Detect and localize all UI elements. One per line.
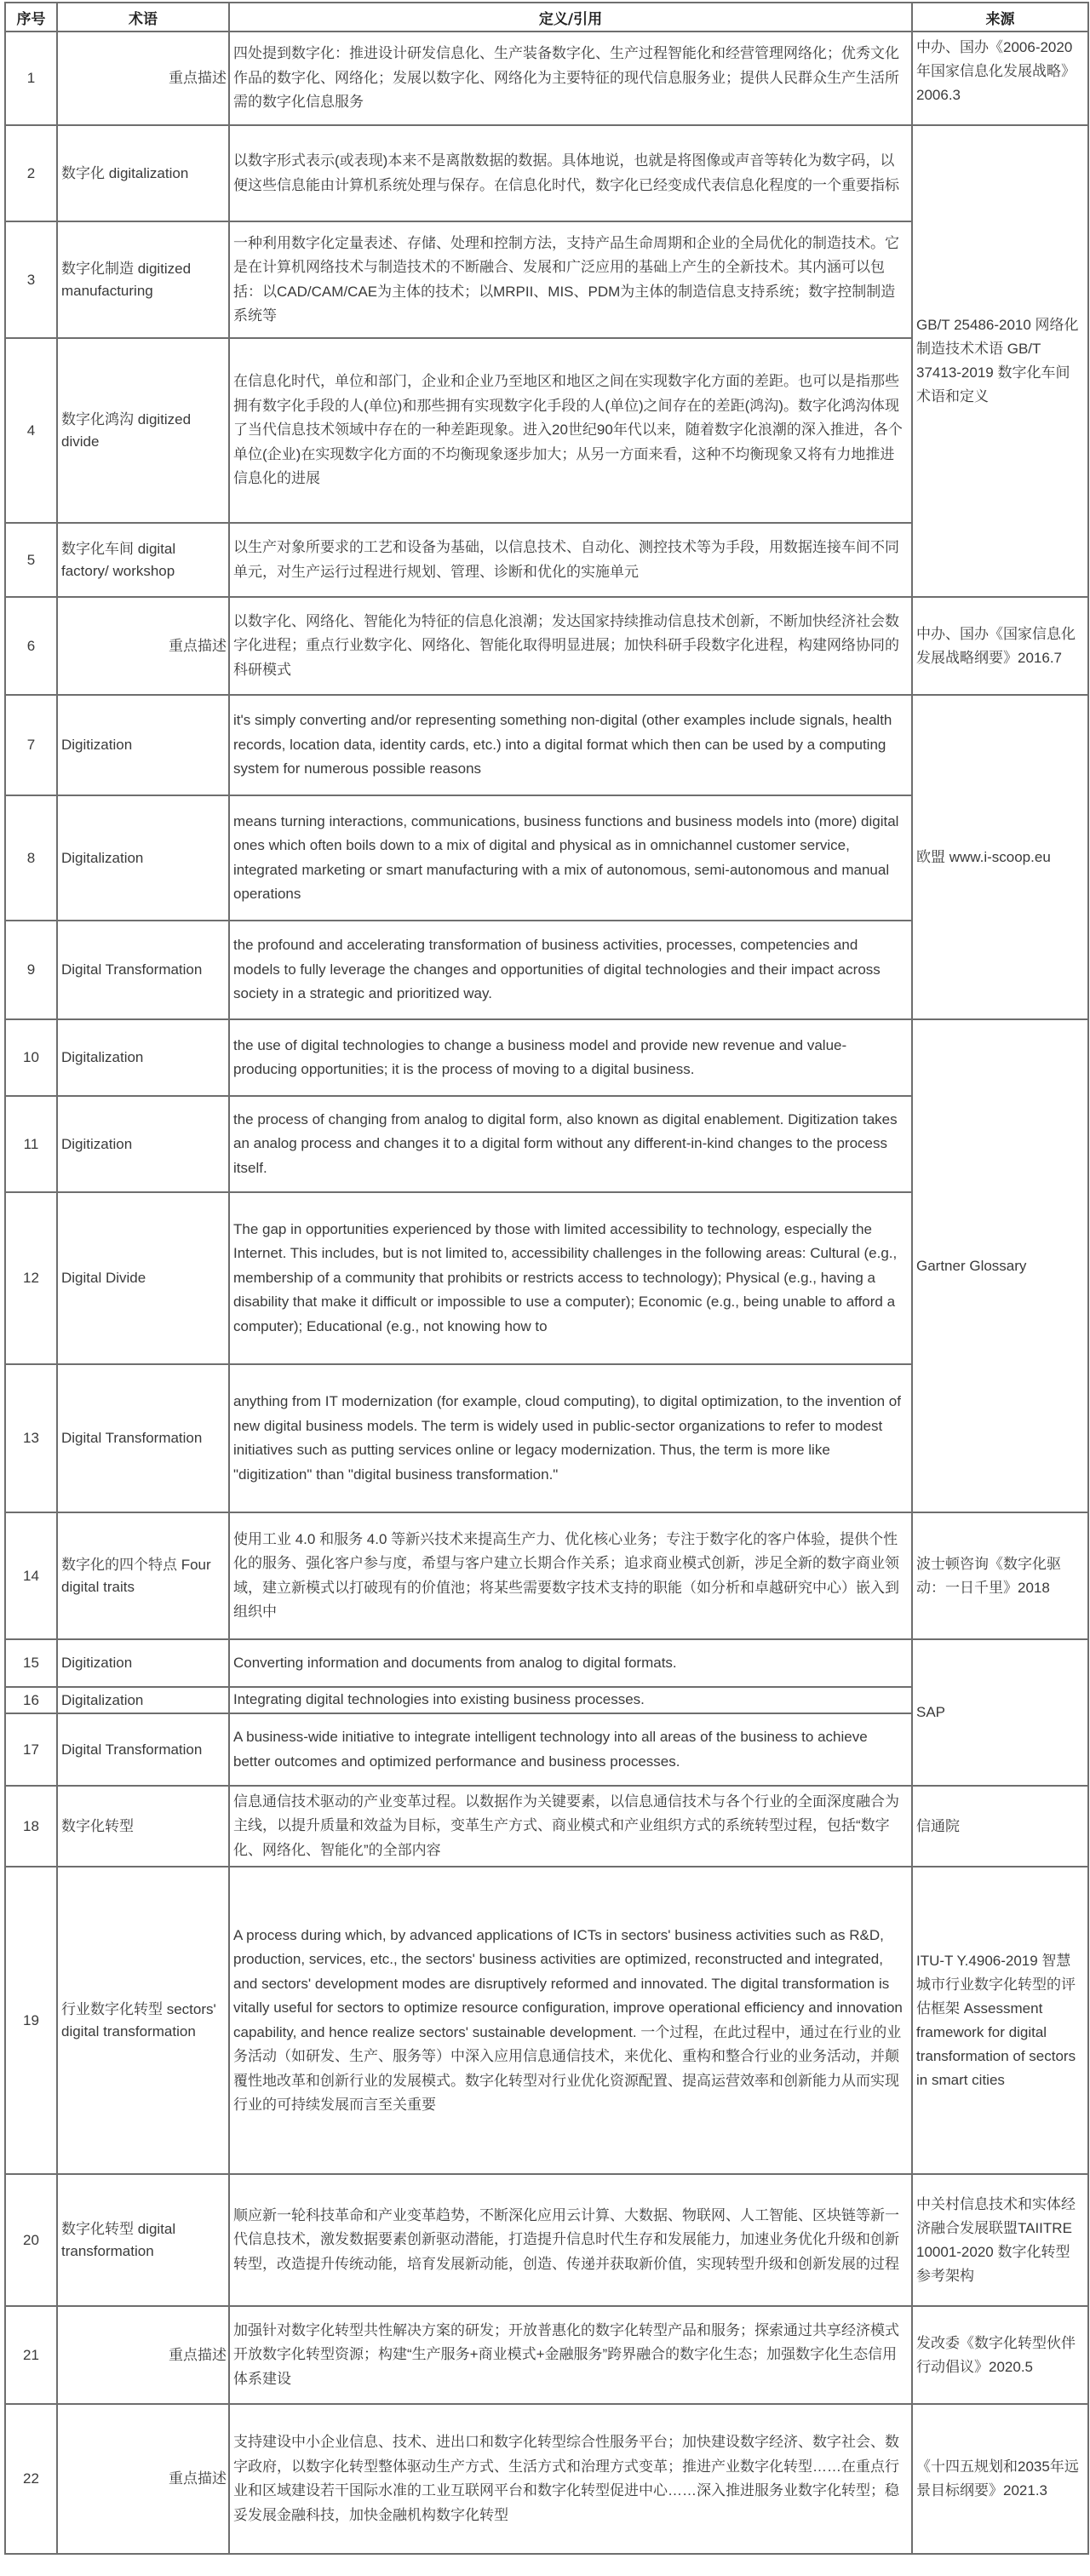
row-number: 19 — [5, 1867, 57, 2174]
row-definition: 以数字化、网络化、智能化为特征的信息化浪潮；发达国家持续推动信息技术创新，不断加快经济社会数字化进程；重点行业数字化、网络化、智能化取得明显进展；加快科研手段数字化进程，构建网络协同的科研模式 — [229, 597, 912, 695]
row-term: 数字化制造 digitized manufacturing — [57, 221, 229, 338]
row-term: Digital Transformation — [57, 921, 229, 1019]
row-definition: Integrating digital technologies into existing business processes. — [229, 1687, 912, 1713]
row-number: 11 — [5, 1096, 57, 1192]
row-term: Digitization — [57, 695, 229, 795]
row-term: Digitalization — [57, 1687, 229, 1713]
row-term: Digital Divide — [57, 1192, 229, 1364]
row-term: 行业数字化转型 sectors' digital transformation — [57, 1867, 229, 2174]
terminology-table — [4, 2, 1089, 2555]
row-number: 15 — [5, 1639, 57, 1687]
row-number: 7 — [5, 695, 57, 795]
row-definition: 一种利用数字化定量表述、存储、处理和控制方法，支持产品生命周期和企业的全局优化的制造技术。它是在计算机网络技术与制造技术的不断融合、发展和广泛应用的基础上产生的全新技术。其内涵可以包括：以CAD/CAM/CAE为主体的技术；以MRPII、MIS、PDM为主体的制造信息支持系统；数字控制制造系统等 — [229, 221, 912, 338]
row-term: 数字化的四个特点 Four digital traits — [57, 1512, 229, 1639]
row-term: 数字化 digitalization — [57, 125, 229, 221]
header-row — [5, 3, 1088, 32]
row-number: 18 — [5, 1786, 57, 1867]
row-source: 中办、国办《2006-2020年国家信息化发展战略》2006.3 — [912, 32, 1088, 125]
row-term: Digitalization — [57, 795, 229, 921]
row-term: Digitalization — [57, 1019, 229, 1096]
row-number: 6 — [5, 597, 57, 695]
row-definition: 在信息化时代，单位和部门，企业和企业乃至地区和地区之间在实现数字化方面的差距。也可以是指那些拥有数字化手段的人(单位)和那些拥有实现数字化手段的人(单位)之间存在的差距(鸿沟)。数字化鸿沟体现了当代信息技术领域中存在的一种差距现象。进入20世纪90年代以来，随着数字化浪潮的深入推进，各个单位(企业)在实现数字化方面的不均衡现象逐步加大；从另一方面来看，这种不均衡现象又将有力地推进信息化的进展 — [229, 338, 912, 523]
table-row — [5, 1512, 1088, 1639]
row-number: 13 — [5, 1364, 57, 1512]
table-row — [5, 32, 1088, 125]
row-source: SAP — [912, 1639, 1088, 1786]
row-term: 数字化鸿沟 digitized divide — [57, 338, 229, 523]
row-number: 20 — [5, 2174, 57, 2306]
table-row — [5, 2306, 1088, 2404]
row-definition: anything from IT modernization (for example, cloud computing), to digital optimization, to the invention of new digital business models. The term is widely used in public-sector organizations to refer to modest initiatives such as putting services online or legacy modernization. Thus, the term is more like "digitization" than "digital business transformation." — [229, 1364, 912, 1512]
row-source: Gartner Glossary — [912, 1019, 1088, 1512]
row-definition: the process of changing from analog to digital form, also known as digital enablement. Digitization takes an analog process and changes it to a digital form without any different-in-kind changes to the process itself. — [229, 1096, 912, 1192]
row-definition: the use of digital technologies to change a business model and provide new revenue and value-producing opportunities; it is the process of moving to a digital business. — [229, 1019, 912, 1096]
table-row — [5, 2174, 1088, 2306]
row-definition: A business-wide initiative to integrate intelligent technology into all areas of the business to achieve better outcomes and optimized performance and business processes. — [229, 1713, 912, 1786]
row-definition: 以生产对象所要求的工艺和设备为基础，以信息技术、自动化、测控技术等为手段，用数据连接车间不同单元，对生产运行过程进行规划、管理、诊断和优化的实施单元 — [229, 523, 912, 597]
row-term: 数字化转型 — [57, 1786, 229, 1867]
row-source: 中关村信息技术和实体经济融合发展联盟TAIITRE 10001-2020 数字化转型 参考架构 — [912, 2174, 1088, 2306]
row-term: 重点描述 — [57, 597, 229, 695]
row-term: 重点描述 — [57, 2404, 229, 2554]
row-definition: 使用工业 4.0 和服务 4.0 等新兴技术来提高生产力、优化核心业务；专注于数字化的客户体验，提供个性化的服务、强化客户参与度，希望与客户建立长期合作关系；追求商业模式创新，涉足全新的数字商业领域，建立新模式以打破现有的价值池；将某些需要数字技术支持的职能（如分析和卓越研究中心）嵌入到组织中 — [229, 1512, 912, 1639]
row-number: 14 — [5, 1512, 57, 1639]
row-number: 16 — [5, 1687, 57, 1713]
row-definition: 支持建设中小企业信息、技术、进出口和数字化转型综合性服务平台；加快建设数字经济、数字社会、数字政府，以数字化转型整体驱动生产方式、生活方式和治理方式变革；推进产业数字化转型……在重点行业和区域建设若干国际水准的工业互联网平台和数字化转型促进中心……深入推进服务业数字化转型；稳妥发展金融科技，加快金融机构数字化转型 — [229, 2404, 912, 2554]
row-number: 9 — [5, 921, 57, 1019]
row-source: 《十四五规划和2035年远景目标纲要》2021.3 — [912, 2404, 1088, 2554]
row-definition: the profound and accelerating transformation of business activities, processes, competencies and models to fully leverage the changes and opportunities of digital technologies and their impact across society in a strategic and prioritized way. — [229, 921, 912, 1019]
table-row — [5, 695, 1088, 795]
row-source: 中办、国办《国家信息化发展战略纲要》2016.7 — [912, 597, 1088, 695]
row-number: 2 — [5, 125, 57, 221]
table-row — [5, 1639, 1088, 1687]
row-number: 1 — [5, 32, 57, 125]
table-row — [5, 1867, 1088, 2174]
row-definition: it's simply converting and/or representing something non-digital (other examples include signals, health records, location data, identity cards, etc.) into a digital format which then can be used by a computing system for numerous possible reasons — [229, 695, 912, 795]
row-term: Digital Transformation — [57, 1713, 229, 1786]
row-source: GB/T 25486-2010 网络化制造技术术语 GB/T 37413-2019 数字化车间 术语和定义 — [912, 125, 1088, 597]
table-row — [5, 125, 1088, 221]
header-definition: 定义/引用 — [229, 3, 912, 32]
row-source: 欧盟 www.i-scoop.eu — [912, 695, 1088, 1019]
row-term: 重点描述 — [57, 32, 229, 125]
row-term: 数字化转型 digital transformation — [57, 2174, 229, 2306]
table-row — [5, 2404, 1088, 2554]
row-definition: A process during which, by advanced applications of ICTs in sectors' business activities such as R&D, production, services, etc., the sectors' business activities are optimized, reconstructed and integrated, and sectors' development modes are disruptively reformed and innovated. The digital transformation is vitally useful for sectors to optimize resource configuration, improve operational efficiency and innovation capability, and hence realize sectors' sustainable development. 一个过程，在此过程中，通过在行业的业务活动（如研发、生产、服务等）中深入应用信息通信技术，来优化、重构和整合行业的业务活动，并颠覆性地改革和创新行业的发展模式。数字化转型对行业优化资源配置、提高运营效率和创新能力从而实现行业的可持续发展而言至关重要 — [229, 1867, 912, 2174]
row-term: 数字化车间 digital factory/ workshop — [57, 523, 229, 597]
header-source: 来源 — [912, 3, 1088, 32]
row-definition: 以数字形式表示(或表现)本来不是离散数据的数据。具体地说，也就是将图像或声音等转化为数字码，以便这些信息能由计算机系统处理与保存。在信息化时代，数字化已经变成代表信息化程度的一个重要指标 — [229, 125, 912, 221]
row-number: 22 — [5, 2404, 57, 2554]
table-row — [5, 1786, 1088, 1867]
header-term: 术语 — [57, 3, 229, 32]
row-term: 重点描述 — [57, 2306, 229, 2404]
row-term: Digital Transformation — [57, 1364, 229, 1512]
row-source: 信通院 — [912, 1786, 1088, 1867]
row-number: 5 — [5, 523, 57, 597]
row-number: 10 — [5, 1019, 57, 1096]
row-term: Digitization — [57, 1096, 229, 1192]
row-definition: 四处提到数字化：推进设计研发信息化、生产装备数字化、生产过程智能化和经营管理网络化；优秀文化作品的数字化、网络化；发展以数字化、网络化为主要特征的现代信息服务业；提供人民群众生产生活所需的数字化信息服务 — [229, 32, 912, 125]
header-no: 序号 — [5, 3, 57, 32]
row-source: ITU-T Y.4906-2019 智慧城市行业数字化转型的评估框架 Assessment framework for digital transformation of sectors in smart cities — [912, 1867, 1088, 2174]
row-number: 3 — [5, 221, 57, 338]
row-number: 21 — [5, 2306, 57, 2404]
row-definition: means turning interactions, communications, business functions and business models into (more) digital ones which often boils down to a mix of digital and physical as in omnichannel customer service, integrated marketing or smart manufacturing with a mix of autonomous, semi-autonomous and manual operations — [229, 795, 912, 921]
row-number: 8 — [5, 795, 57, 921]
row-term: Digitization — [57, 1639, 229, 1687]
table-row — [5, 1019, 1088, 1096]
row-number: 4 — [5, 338, 57, 523]
row-number: 17 — [5, 1713, 57, 1786]
row-number: 12 — [5, 1192, 57, 1364]
row-definition: Converting information and documents from analog to digital formats. — [229, 1639, 912, 1687]
table-row — [5, 597, 1088, 695]
row-definition: The gap in opportunities experienced by those with limited accessibility to technology, especially the Internet. This includes, but is not limited to, accessibility challenges in the following areas: Cultural (e.g., membership of a community that prohibits or restricts access to technology); Physical (e.g., having a disability that make it difficult or impossible to use a computer); Economic (e.g., being unable to afford a computer); Educational (e.g., not knowing how to — [229, 1192, 912, 1364]
row-definition: 顺应新一轮科技革命和产业变革趋势，不断深化应用云计算、大数据、物联网、人工智能、区块链等新一代信息技术，激发数据要素创新驱动潜能，打造提升信息时代生存和发展能力，加速业务优化升级和创新转型，改造提升传统动能，培育发展新动能，创造、传递并获取新价值，实现转型升级和创新发展的过程 — [229, 2174, 912, 2306]
row-definition: 加强针对数字化转型共性解决方案的研发；开放普惠化的数字化转型产品和服务；探索通过共享经济模式开放数字化转型资源；构建“生产服务+商业模式+金融服务”跨界融合的数字化生态；加强数字化生态信用体系建设 — [229, 2306, 912, 2404]
row-definition: 信息通信技术驱动的产业变革过程。以数据作为关键要素，以信息通信技术与各个行业的全面深度融合为主线，以提升质量和效益为目标，变革生产方式、商业模式和产业组织方式的系统转型过程，包括“数字化、网络化、智能化”的全部内容 — [229, 1786, 912, 1867]
row-source: 发改委《数字化转型伙伴行动倡议》2020.5 — [912, 2306, 1088, 2404]
row-source: 波士顿咨询《数字化驱动：一日千里》2018 — [912, 1512, 1088, 1639]
